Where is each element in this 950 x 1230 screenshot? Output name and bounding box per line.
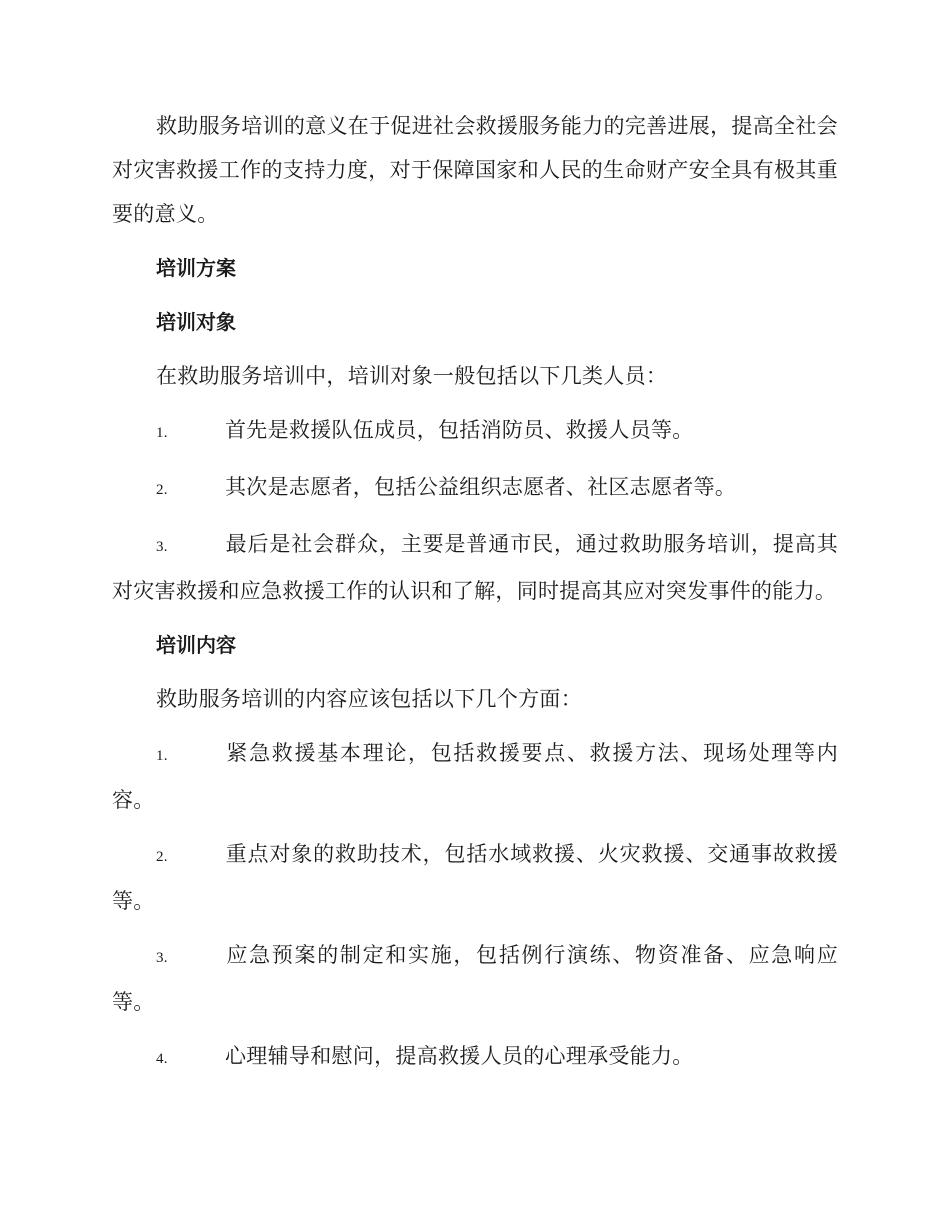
list-number: 3. [156,950,168,966]
list-item-text: 其次是志愿者，包括公益组织志愿者、社区志愿者等。 [225,475,737,499]
list-number: 4. [156,1051,168,1067]
list-number: 2. [156,849,168,865]
intro-paragraph: 救助服务培训的意义在于促进社会救援服务能力的完善进展，提高全社会对灾害救援工作的支持力度，对于保障国家和人民的生命财产安全具有极其重要的意义。 [112,114,838,226]
heading-content: 培训内容 [156,633,236,657]
list-item [112,731,838,822]
list-item-text: 首先是救援队伍成员，包括消防员、救援人员等。 [225,418,694,442]
list-item-text: 最后是社会群众，主要是普通市民，通过救助服务培训，提高其对灾害救援和应急救援工作的认识和了解，同时提高其应对突发事件的能力。 [112,532,838,603]
heading-target: 培训对象 [156,310,236,334]
list-item [112,1034,838,1081]
list-number: 1. [156,748,168,764]
list-item-text: 重点对象的救助技术，包括水域救援、火灾救援、交通事故救援等。 [112,842,838,913]
list-item [112,933,838,1024]
target-intro-paragraph: 在救助服务培训中，培训对象一般包括以下几类人员： [156,364,668,388]
list-item-text: 应急预案的制定和实施，包括例行演练、物资准备、应急响应等。 [112,943,838,1014]
list-item-text: 紧急救援基本理论，包括救援要点、救援方法、现场处理等内容。 [112,741,838,812]
list-item-text: 心理辅导和慰问，提高救援人员的心理承受能力。 [225,1044,694,1068]
list-number: 3. [156,539,168,555]
list-number: 1. [156,425,168,441]
list-item [112,408,838,455]
content-intro-paragraph: 救助服务培训的内容应该包括以下几个方面： [156,687,582,711]
list-number: 2. [156,482,168,498]
list-item [112,522,838,613]
document-body [112,104,838,1091]
heading-plan: 培训方案 [156,256,236,280]
list-item [112,465,838,512]
list-item [112,832,838,923]
